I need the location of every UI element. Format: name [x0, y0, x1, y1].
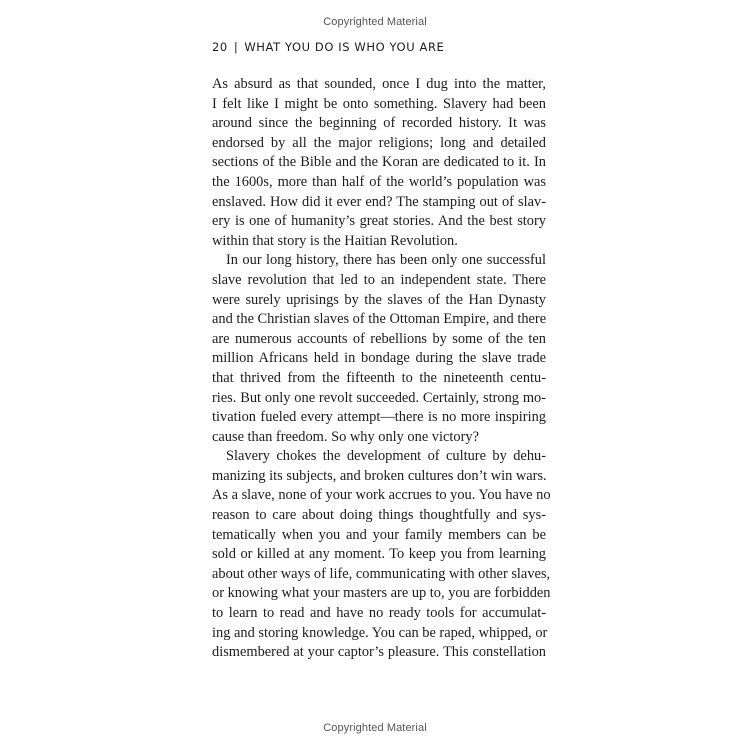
paragraph-2-line: that thrived from the fifteenth to the nineteenth centu-: [212, 369, 546, 386]
paragraph-1-line: ery is one of humanity’s great stories. And the best story: [212, 213, 546, 230]
paragraph-2-line: were surely uprisings by the slaves of the Han Dynasty: [212, 291, 546, 308]
paragraph-2-line: million Africans held in bondage during the slave trade: [212, 350, 546, 367]
paragraph-1-line: endorsed by all the major religions; long and detailed: [212, 134, 546, 151]
paragraph-2-line: ries. But only one revolt succeeded. Certainly, strong mo-: [212, 389, 546, 406]
paragraph-3-line: sold or killed at any moment. To keep you from learning: [212, 546, 546, 563]
paragraph-2-line: tivation fueled every attempt—there is no more inspiring: [212, 409, 546, 426]
paragraph-3-line: or knowing what your masters are up to, you are forbidden: [212, 585, 551, 602]
paragraph-1-line: I felt like I might be onto something. Slavery had been: [212, 95, 546, 112]
paragraph-3-line: Slavery chokes the development of culture by dehu-: [226, 448, 546, 465]
copyright-watermark-top: Copyrighted Material: [323, 16, 427, 28]
chapter-title: WHAT YOU DO IS WHO YOU ARE: [244, 40, 445, 54]
paragraph-2-line: slave revolution that led to an independent state. There: [212, 271, 546, 288]
header-separator: |: [233, 40, 239, 54]
running-header: [212, 40, 444, 54]
paragraph-3-line: about other ways of life, communicating with other slaves,: [212, 565, 551, 582]
paragraph-3-line: ing and storing knowledge. You can be raped, whipped, or: [212, 624, 548, 641]
paragraph-3-line: dismembered at your captor’s pleasure. This constellation: [212, 644, 546, 661]
paragraph-2-line: and the Christian slaves of the Ottoman Empire, and there: [212, 311, 547, 328]
paragraph-1-line: enslaved. How did it ever end? The stamping out of slav-: [212, 193, 546, 210]
paragraph-2-line: are numerous accounts of rebellions by some of the ten: [212, 330, 546, 347]
paragraph-1-line: the 1600s, more than half of the world’s population was: [212, 173, 546, 190]
paragraph-1-line: As absurd as that sounded, once I dug into the matter,: [212, 76, 546, 92]
page-number: 20: [212, 40, 228, 54]
paragraph-2-line: In our long history, there has been only one successful: [226, 252, 546, 269]
paragraph-3-line: manizing its subjects, and broken cultures don’t win wars.: [212, 467, 547, 484]
paragraph-3-line: to learn to read and have no ready tools for accumulat-: [212, 605, 546, 622]
paragraph-1-line: around since the beginning of recorded history. It was: [212, 115, 546, 132]
paragraph-3-line: As a slave, none of your work accrues to you. You have no: [212, 487, 551, 504]
paragraph-3-line: tematically when you and your family members can be: [212, 526, 546, 543]
paragraph-1-line: within that story is the Haitian Revolution.: [212, 232, 458, 249]
copyright-watermark-bottom: Copyrighted Material: [323, 722, 427, 734]
paragraph-3-line: reason to care about doing things thoughtfully and sys-: [212, 507, 546, 524]
paragraph-1-line: sections of the Bible and the Koran are dedicated to it. In: [212, 154, 546, 171]
paragraph-2-line: cause than freedom. So why only one victory?: [212, 428, 479, 445]
body-text: [212, 75, 551, 663]
